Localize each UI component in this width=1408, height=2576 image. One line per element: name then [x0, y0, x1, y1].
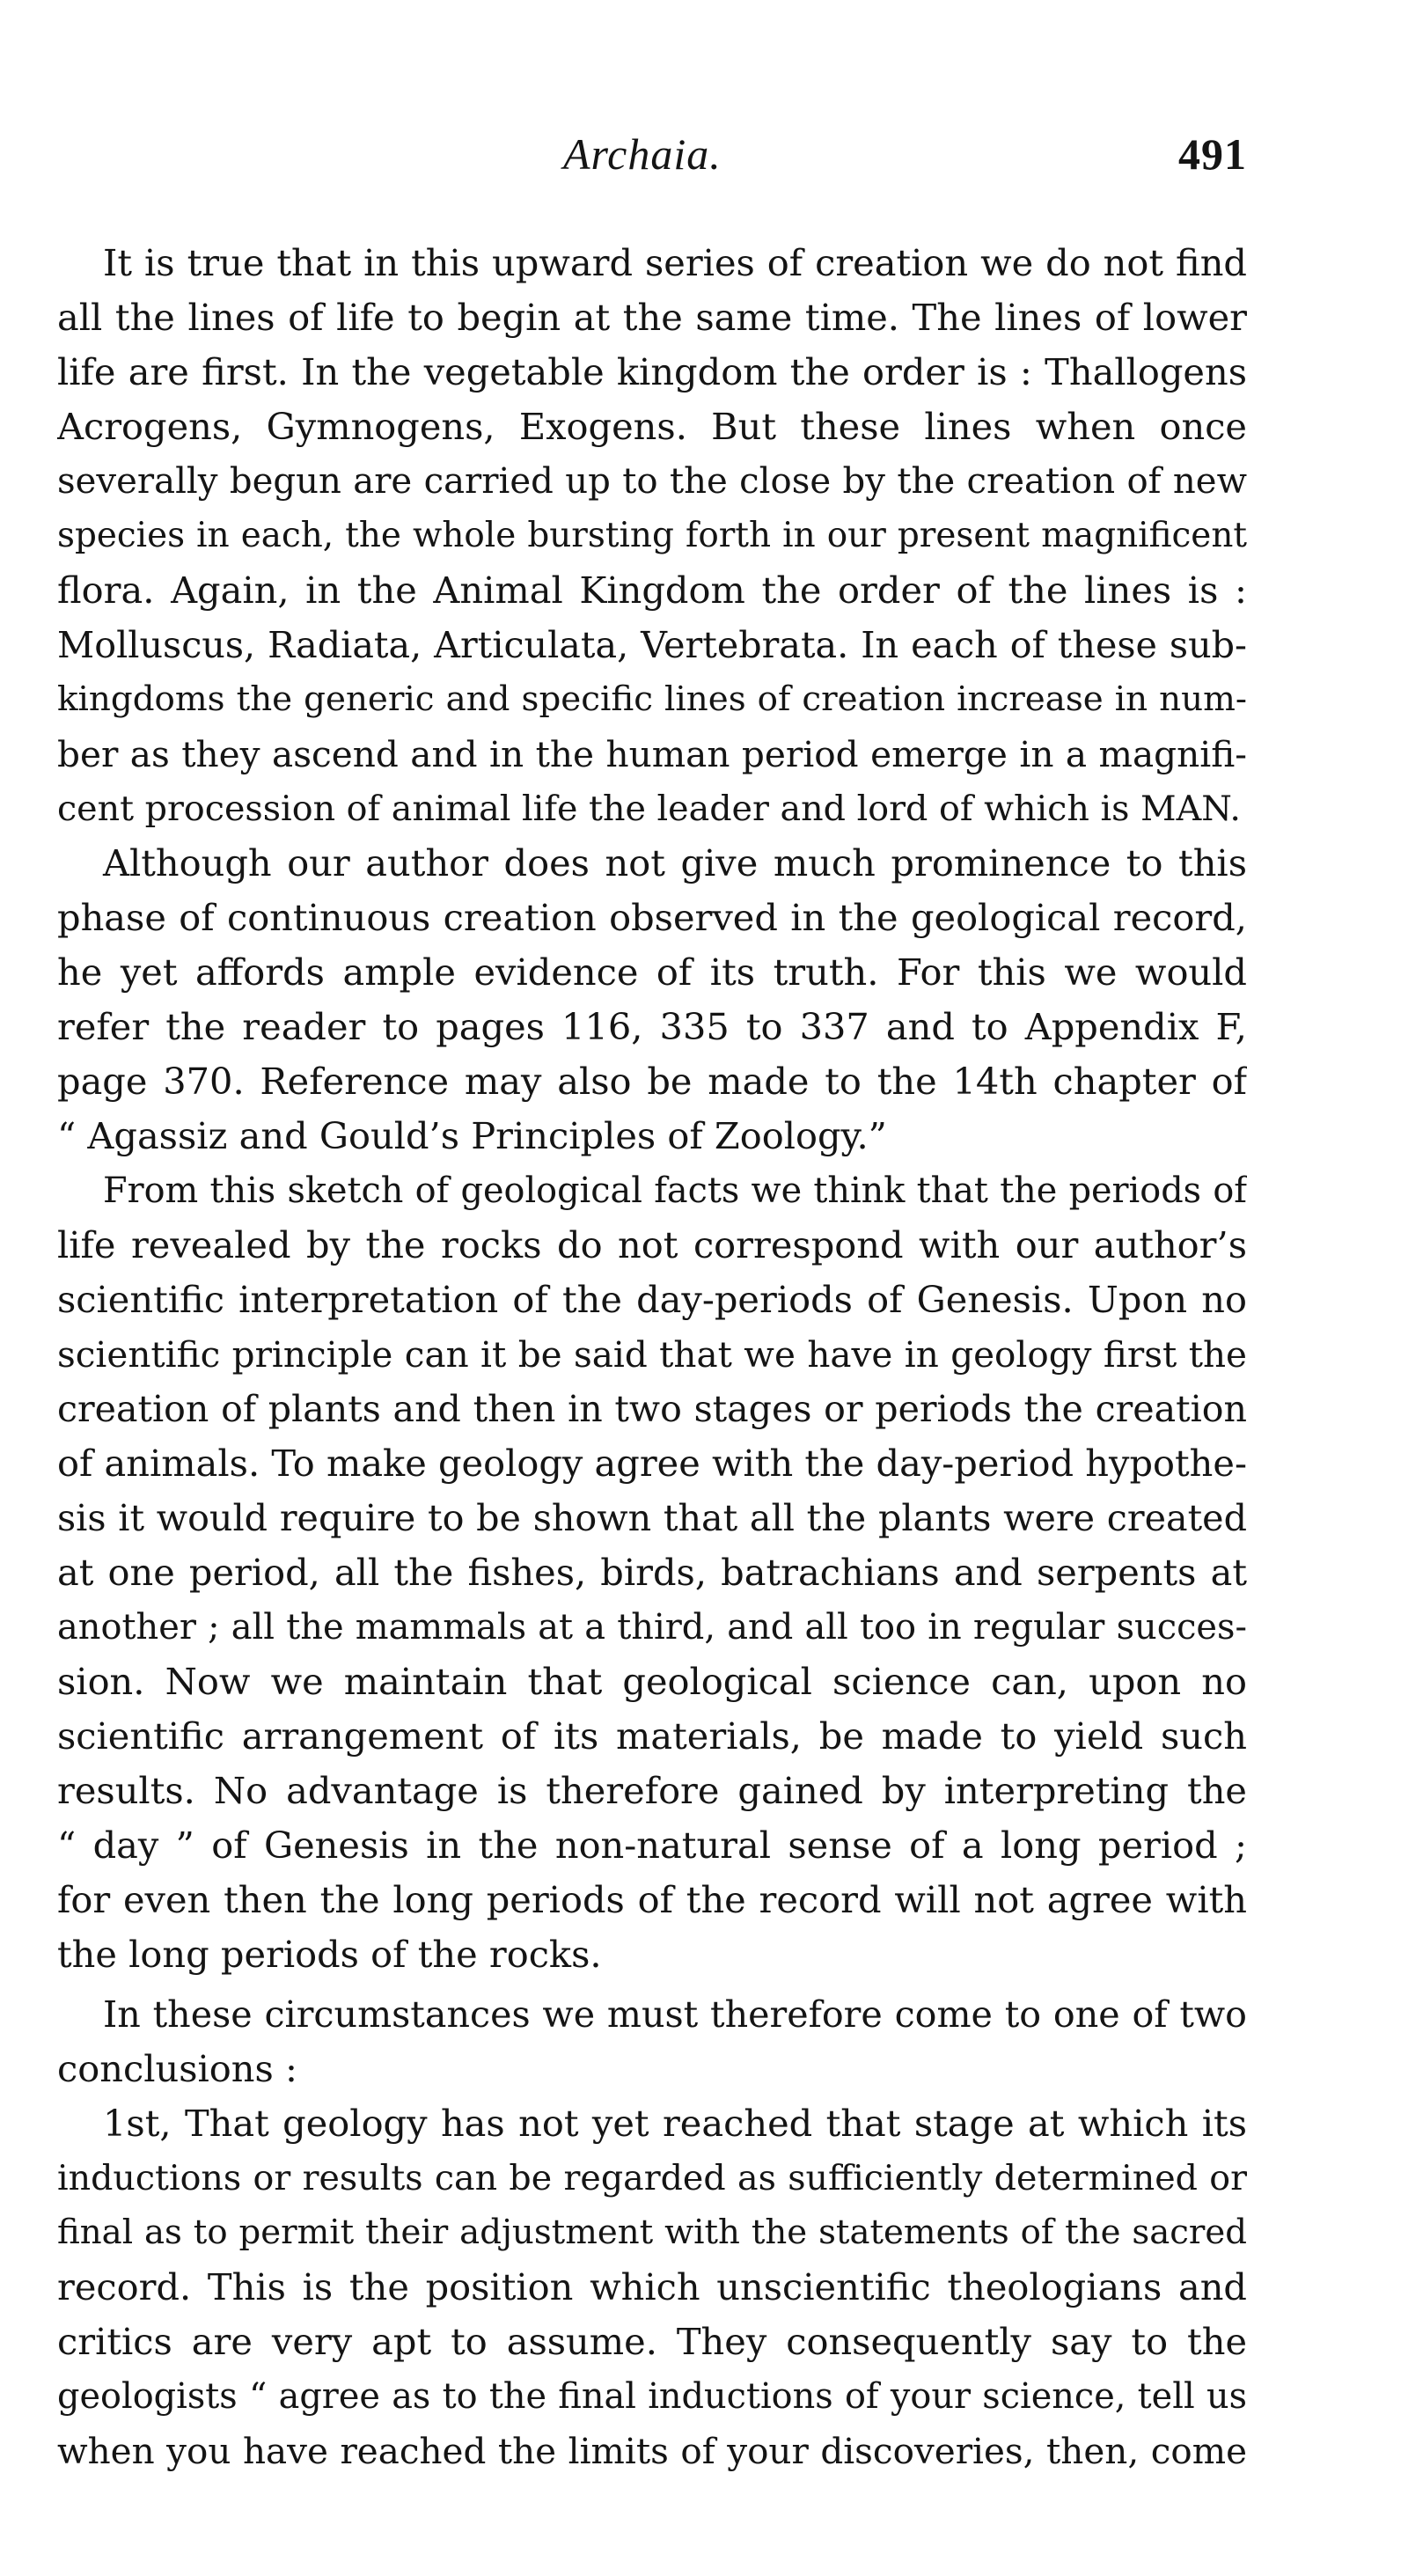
- text-line: another ; all the mammals at a third, and all too in regular succes-: [57, 1607, 1247, 1648]
- text-line: life revealed by the rocks do not correspond with our author’s: [57, 1223, 1247, 1266]
- text-line: geologists “ agree as to the final inductions of your science, tell us: [57, 2376, 1247, 2417]
- text-line: 1st, That geology has not yet reached that stage at which its: [103, 2102, 1247, 2145]
- paragraph: [57, 836, 1247, 1163]
- text-line: ber as they ascend and in the human period emerge in a magnifi-: [57, 733, 1247, 775]
- text-line: kingdoms the generic and specific lines of creation increase in num-: [57, 679, 1247, 719]
- text-line: scientific arrangement of its materials, be made to yield such: [57, 1714, 1247, 1758]
- text-line: From this sketch of geological facts we think that the periods of: [103, 1171, 1247, 1211]
- text-line: “ Agassiz and Gould’s Principles of Zoology.”: [57, 1114, 887, 1157]
- text-line: he yet affords ample evidence of its truth. For this we would: [57, 950, 1247, 994]
- running-header: [0, 128, 1408, 189]
- text-line: inductions or results can be regarded as sufficiently determined or: [57, 2158, 1247, 2198]
- text-line: phase of continuous creation observed in the geological record,: [57, 896, 1247, 939]
- paragraph: [57, 236, 1247, 836]
- text-line: creation of plants and then in two stages or periods the creation: [57, 1388, 1247, 1430]
- text-line: all the lines of life to begin at the same time. The lines of lower: [57, 296, 1247, 339]
- text-line: It is true that in this upward series of creation we do not find: [103, 241, 1247, 284]
- text-line: severally begun are carried up to the close by the creation of new: [57, 461, 1247, 502]
- text-line: at one period, all the fishes, birds, batrachians and serpents at: [57, 1551, 1247, 1594]
- text-line: for even then the long periods of the record will not agree with: [57, 1878, 1247, 1921]
- text-line: when you have reached the limits of your discoveries, then, come: [57, 2430, 1247, 2472]
- text-line: Although our author does not give much prominence to this: [103, 841, 1247, 884]
- text-line: critics are very apt to assume. They consequently say to the: [57, 2320, 1247, 2363]
- text-line: the long periods of the rocks.: [57, 1933, 602, 1976]
- text-line: In these circumstances we must therefore come to one of two: [103, 1993, 1247, 2036]
- text-line: flora. Again, in the Animal Kingdom the order of the lines is :: [57, 569, 1247, 612]
- text-line: page 370. Reference may also be made to the 14th chapter of: [57, 1060, 1247, 1103]
- text-line: final as to permit their adjustment with the statements of the sacred: [57, 2213, 1247, 2252]
- page-number: 491: [1178, 129, 1247, 179]
- paragraph: [57, 2096, 1247, 2478]
- text-line: Molluscus, Radiata, Articulata, Vertebrata. In each of these sub-: [57, 624, 1247, 666]
- paragraph: [57, 1163, 1247, 1982]
- text-line: life are first. In the vegetable kingdom the order is : Thallogens: [57, 350, 1247, 393]
- running-title: Archaia.: [563, 129, 722, 179]
- text-line: cent procession of animal life the leader and lord of which is MAN.: [57, 789, 1241, 829]
- paragraph: [57, 1987, 1247, 2096]
- text-line: sion. Now we maintain that geological science can, upon no: [57, 1660, 1247, 1703]
- text-line: record. This is the position which unscientific theologians and: [57, 2265, 1247, 2308]
- text-line: refer the reader to pages 116, 335 to 337 and to Appendix F,: [57, 1005, 1247, 1048]
- text-line: “ day ” of Genesis in the non-natural sense of a long period ;: [57, 1824, 1247, 1867]
- text-line: Acrogens, Gymnogens, Exogens. But these lines when once: [57, 405, 1247, 448]
- text-line: sis it would require to be shown that all the plants were created: [57, 1497, 1247, 1539]
- text-line: species in each, the whole bursting forth in our present magnificent: [57, 516, 1247, 555]
- text-line: of animals. To make geology agree with the day-period hypothe-: [57, 1442, 1247, 1485]
- text-line: conclusions :: [57, 2047, 297, 2090]
- body-text: [57, 236, 1247, 2478]
- text-line: scientific principle can it be said that we have in geology first the: [57, 1333, 1247, 1376]
- text-line: results. No advantage is therefore gained by interpreting the: [57, 1769, 1247, 1812]
- text-line: scientific interpretation of the day-periods of Genesis. Upon no: [57, 1278, 1247, 1321]
